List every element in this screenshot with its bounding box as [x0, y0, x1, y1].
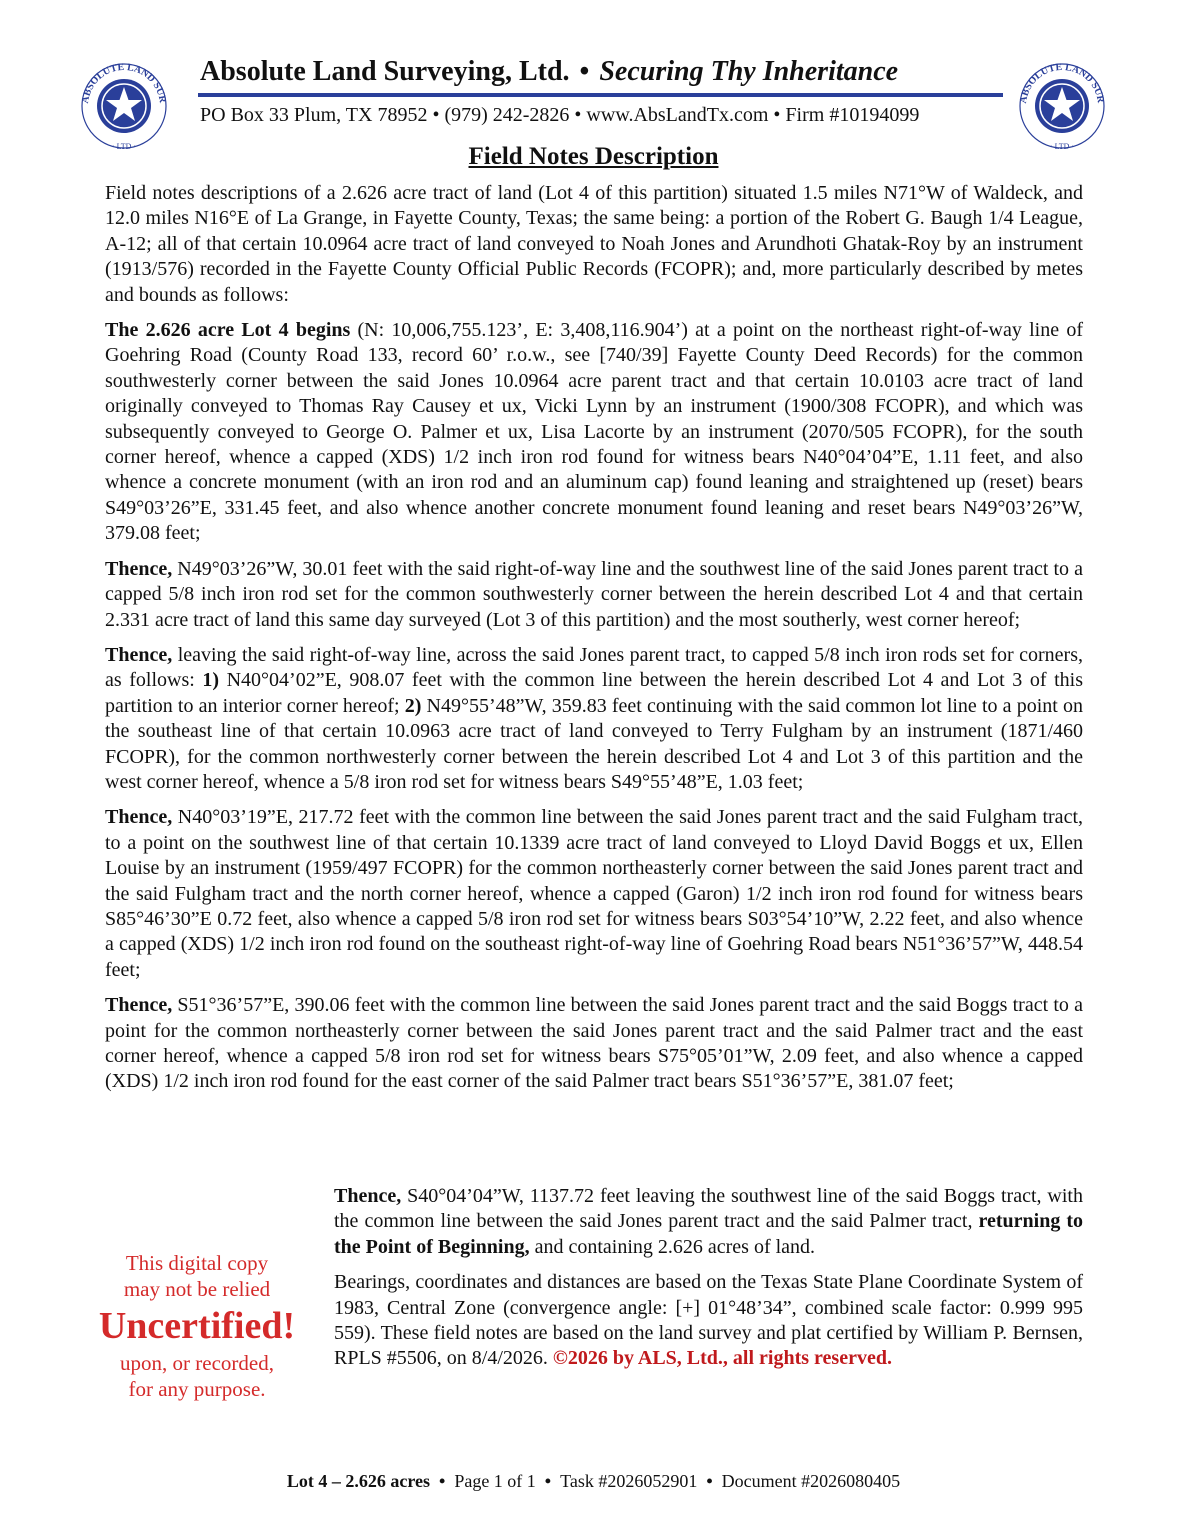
- uncertified-stamp: [82, 1250, 312, 1402]
- letterhead-title: [200, 56, 990, 88]
- stamp-line-4: for any purpose.: [128, 1377, 266, 1401]
- seal-text-right: ABSOLUTE LAND SUR: [1017, 61, 1106, 105]
- thence-lead: Thence,: [105, 994, 173, 1017]
- course-number: 1): [202, 669, 220, 692]
- begin-paragraph: [105, 318, 1083, 547]
- footer-bullet: •: [439, 1471, 446, 1491]
- thence-paragraph-3: [105, 805, 1083, 983]
- bearings-text: Bearings, coordinates and distances are based on the Texas State Plane Coordinate System of 1983, Central Zone (convergence angle: [+] 01°48’34”, combined scale factor: 0.999 995 559). These field notes are based on the land survey and plat certified by William P. Bernsen, RPLS #5506, on 8/4/2026.: [334, 1271, 1083, 1370]
- thence-lead: Thence,: [105, 557, 173, 580]
- copyright-notice: ©2026 by ALS, Ltd., all rights reserved.: [552, 1347, 892, 1370]
- svg-text:· LTD ·: · LTD ·: [111, 142, 137, 151]
- company-seal-left: [78, 52, 170, 156]
- thence-text: N49°03’26”W, 30.01 feet with the said right-of-way line and the southwest line of the said Jones parent tract to a capped 5/8 inch iron rod set for the common southwesterly corner between the herein described Lot 4 and that certain 2.331 acre tract of land this same day surveyed (Lot 3 of this partition) and the most southerly, west corner hereof;: [105, 557, 1083, 631]
- thence-text: S51°36’57”E, 390.06 feet with the common line between the said Jones parent tract and the said Boggs tract to a point for the common northeasterly corner between the said Jones parent tract and the said Palmer tract and the east corner hereof, whence a capped 5/8 iron rod set for witness bears S75°05’01”W, 2.09 feet, and also whence a capped (XDS) 1/2 inch iron rod found for the east corner of the said Palmer tract bears S51°36’57”E, 381.07 feet;: [105, 994, 1083, 1093]
- thence-text: S40°04’04”W, 1137.72 feet leaving the southwest line of the said Boggs tract, with the common line between the said Jones parent tract and the said Palmer tract,: [334, 1185, 1083, 1233]
- footer-task: Task #2026052901: [560, 1471, 698, 1491]
- thence-lead: Thence,: [334, 1185, 402, 1207]
- thence-paragraph-2: [105, 643, 1083, 795]
- thence-paragraph-1: [105, 557, 1083, 633]
- footer-bullet: •: [544, 1471, 552, 1491]
- thence-lead: Thence,: [105, 643, 173, 666]
- thence-text: N40°03’19”E, 217.72 feet with the common line between the said Jones parent tract and the said Fulgham tract, to a point on the southwest line of that certain 10.1339 acre tract of land conveyed to Lloyd David Boggs et ux, Ellen Louise by an instrument (1959/497 FCOPR) for the common northeasterly corner between the said Jones parent tract and the said Fulgham tract and the north corner hereof, whence a capped (Garon) 1/2 inch iron rod found for witness bears S85°46’30”E 0.72 feet, also whence a capped 5/8 iron rod set for witness bears S03°54’10”W, 2.22 feet, and also whence a capped (XDS) 1/2 inch iron rod found on the southeast right-of-way line of Goehring Road bears N51°36’57”W, 448.54 feet;: [105, 806, 1083, 981]
- company-seal-right: [1016, 52, 1108, 156]
- seal-text-left: ABSOLUTE LAND SUR: [79, 61, 168, 105]
- footer-page: Page 1 of 1: [454, 1471, 536, 1491]
- company-contact: PO Box 33 Plum, TX 78952 • (979) 242-2826 • www.AbsLandTx.com • Firm #10194099: [200, 104, 920, 126]
- page-footer: [0, 1471, 1187, 1492]
- document-title: Field Notes Description: [468, 143, 719, 170]
- closing-section: [334, 1184, 1083, 1382]
- footer-bullet: •: [706, 1471, 713, 1491]
- company-name: Absolute Land Surveying, Ltd.: [200, 56, 570, 87]
- thence-paragraph-5: [334, 1184, 1083, 1260]
- course-number: 2): [404, 694, 422, 717]
- thence-text: N49°55’48”W, 359.83 feet continuing with the said common lot line to a point on the southeast line of that certain 10.0963 acre tract of land conveyed to Terry Fulgham by an instrument (1871/460 FCOPR), for the common northwesterly corner between the herein described Lot 4 and Lot 3 of this partition and the west corner hereof, whence a 5/8 iron rod set for witness bears S49°55’48”E, 1.03 feet;: [105, 694, 1083, 793]
- footer-document: Document #2026080405: [721, 1471, 901, 1491]
- point-of-beginning: returning to the Point of Beginning,: [334, 1210, 1084, 1258]
- thence-lead: Thence,: [105, 806, 173, 829]
- company-slogan: Securing Thy Inheritance: [599, 56, 899, 87]
- footer-lot: Lot 4 – 2.626 acres: [286, 1471, 430, 1491]
- stamp-line-1: This digital copy: [125, 1251, 269, 1275]
- stamp-uncertified: Uncertified!: [98, 1305, 296, 1347]
- stamp-line-3: upon, or recorded,: [120, 1351, 274, 1375]
- begin-text: (N: 10,006,755.123’, E: 3,408,116.904’) at a point on the northeast right-of-way line of Goehring Road (County Road 133, record 60’ r.o.w., see [740/39] Fayette County Deed Records) for the common southwesterly corner between the said Jones 10.0964 acre parent tract and that certain 10.0103 acre tract of land originally conveyed to Thomas Ray Causey et ux, Vicki Lynn by an instrument (1900/308 FCOPR), and which was subsequently conveyed to George O. Palmer et ux, Lisa Lacorte by an instrument (2070/505 FCOPR), for the south corner hereof, whence a capped (XDS) 1/2 inch iron rod found for witness bears N40°04’04”E, 1.11 feet, and also whence a concrete monument (with an iron rod and an aluminum cap) found leaning and straightened up (reset) bears S49°03’26”E, 331.45 feet, and also whence another concrete monument found leaning and reset bears N49°03’26”W, 379.08 feet;: [105, 319, 1083, 545]
- begin-lead: The 2.626 acre Lot 4 begins: [105, 319, 351, 342]
- thence-text: and containing 2.626 acres of land.: [529, 1235, 816, 1258]
- thence-text: N40°04’02”E, 908.07 feet with the common line between the herein described Lot 4 and Lot 3 of this partition to an interior corner hereof;: [105, 669, 1083, 717]
- field-notes-body: [105, 181, 1083, 1105]
- intro-paragraph: Field notes descriptions of a 2.626 acre tract of land (Lot 4 of this partition) situated 1.5 miles N71°W of Waldeck, and 12.0 miles N16°E of La Grange, in Fayette County, Texas; the same being: a portion of the Robert G. Baugh 1/4 League, A-12; all of that certain 10.0964 acre tract of land conveyed to Noah Jones and Arundhoti Ghatak-Roy by an instrument (1913/576) recorded in the Fayette County Official Public Records (FCOPR); and, more particularly described by metes and bounds as follows:: [105, 182, 1083, 306]
- stamp-line-2: may not be relied: [123, 1277, 271, 1301]
- bearings-paragraph: [334, 1270, 1083, 1372]
- header-rule: [198, 93, 1003, 97]
- header-bullet: •: [579, 56, 590, 87]
- thence-paragraph-4: [105, 993, 1083, 1095]
- svg-text:· LTD ·: · LTD ·: [1049, 142, 1075, 151]
- thence-text: leaving the said right-of-way line, across the said Jones parent tract, to capped 5/8 inch iron rods set for corners, as follows:: [105, 643, 1083, 692]
